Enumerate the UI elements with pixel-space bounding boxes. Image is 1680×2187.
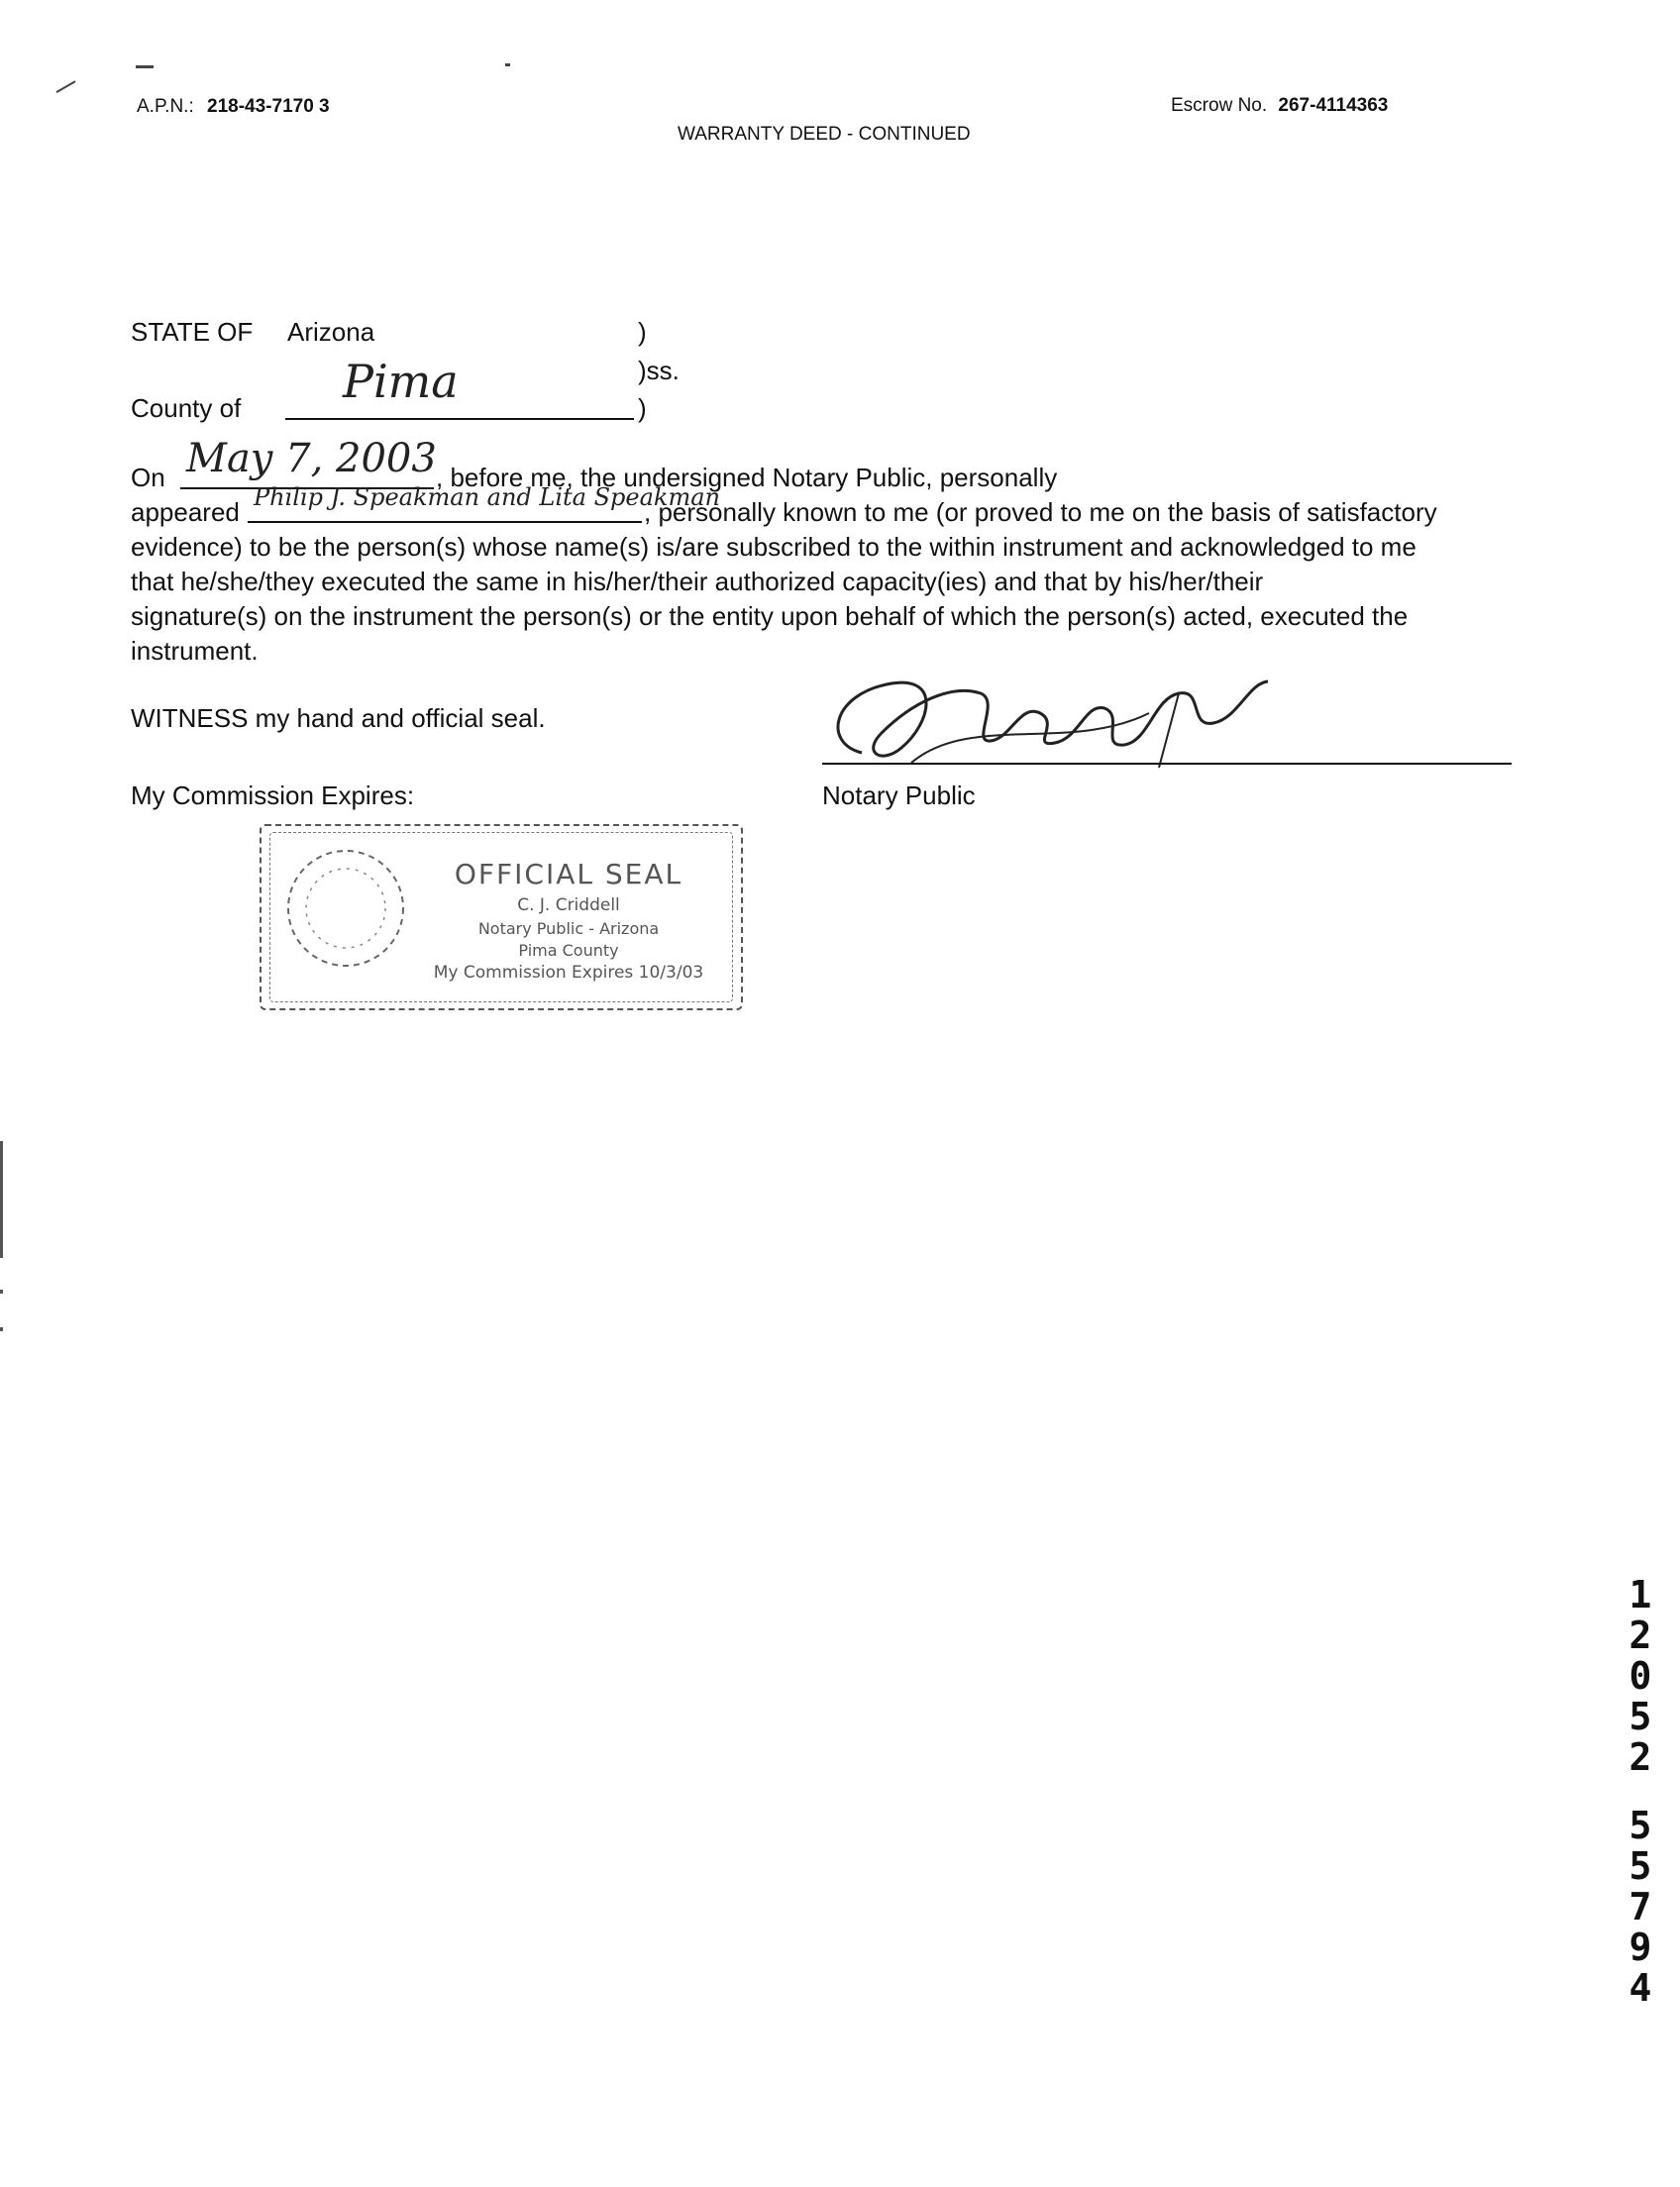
- paren-bottom: ): [638, 393, 647, 423]
- notary-label: Notary Public: [822, 781, 976, 810]
- ack-on: On: [131, 463, 165, 492]
- recording-digit: 7: [1628, 1885, 1652, 1928]
- scan-mark: [136, 65, 154, 68]
- recording-digit: 1: [1628, 1573, 1652, 1616]
- names-line: [248, 483, 720, 523]
- escrow-label: Escrow No.: [1171, 95, 1268, 116]
- recording-digit: 5: [1628, 1695, 1652, 1738]
- state-seal-icon: [281, 844, 410, 973]
- ack-line5: signature(s) on the instrument the person(s) or the entity upon behalf of which the person(s) acted, executed the: [131, 601, 1409, 631]
- scan-mark: [505, 63, 510, 66]
- recording-digit: 5: [1628, 1804, 1652, 1847]
- apn-value: 218-43-7170 3: [207, 96, 330, 117]
- date-handwritten: May 7, 2003: [186, 436, 437, 481]
- recording-digit: 0: [1628, 1654, 1652, 1698]
- names-handwritten: Philip J. Speakman and Lita Speakman: [254, 483, 720, 511]
- recording-number: [1621, 1575, 1660, 2009]
- ss-marker: )ss.: [638, 356, 680, 385]
- ack-appeared: appeared: [131, 497, 240, 527]
- ack-line2: , personally known to me (or proved to me on the basis of satisfactory: [644, 497, 1437, 527]
- seal-notary-name: C. J. Criddell: [517, 895, 620, 915]
- witness-text: WITNESS my hand and official seal.: [131, 703, 546, 733]
- ack-line6: instrument.: [131, 636, 259, 666]
- county-line: [285, 355, 634, 420]
- recording-digit: 2: [1628, 1735, 1652, 1779]
- ack-line4: that he/she/they executed the same in his/her/their authorized capacity(ies) and that by his/her/their: [131, 567, 1264, 596]
- county-label: County of: [131, 393, 242, 423]
- official-seal-stamp: [260, 824, 743, 1010]
- recording-digit: 4: [1628, 1966, 1652, 2010]
- seal-title: OFFICIAL SEAL: [454, 858, 683, 890]
- seal-notary-title: Notary Public - Arizona: [477, 919, 660, 938]
- state-label: STATE OF: [131, 317, 254, 347]
- escrow-value: 267-4114363: [1278, 95, 1389, 116]
- seal-expiration: My Commission Expires 10/3/03: [433, 963, 704, 983]
- escrow-number: [1171, 95, 1388, 117]
- recording-digit: 9: [1628, 1926, 1652, 1969]
- notary-signature-line: [822, 763, 1512, 765]
- ack-line3: evidence) to be the person(s) whose name(s) is/are subscribed to the within instrument and acknowledged to me: [131, 532, 1417, 562]
- scan-mark: [55, 80, 80, 101]
- ack-line1: , before me, the undersigned Notary Public, personally: [436, 463, 1058, 492]
- county-handwritten: Pima: [343, 355, 459, 408]
- apn-label: A.P.N.:: [137, 96, 194, 117]
- paren-top: ): [638, 317, 647, 347]
- apn: [137, 96, 330, 118]
- recording-digit: 5: [1628, 1844, 1652, 1888]
- scan-edge-mark: [0, 1141, 3, 1258]
- document-title: WARRANTY DEED - CONTINUED: [678, 124, 971, 145]
- seal-county: Pima County: [518, 941, 619, 960]
- state-value: Arizona: [287, 317, 375, 347]
- scan-edge-mark: [0, 1290, 3, 1294]
- recording-digit: 2: [1628, 1614, 1652, 1657]
- commission-label: My Commission Expires:: [131, 781, 415, 810]
- scan-edge-mark: [0, 1327, 3, 1331]
